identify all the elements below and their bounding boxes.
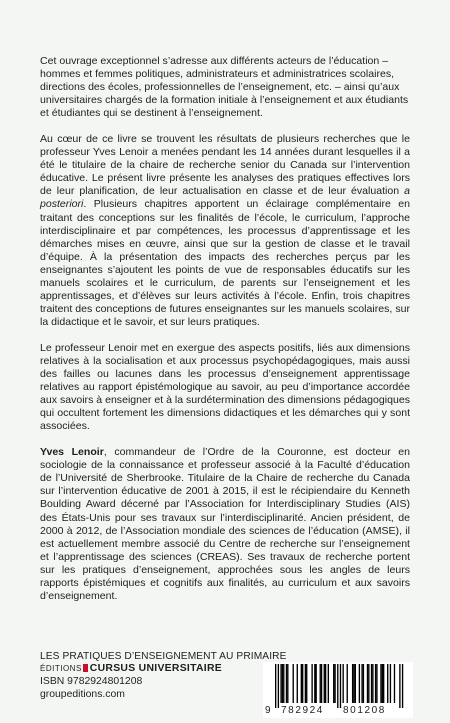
publisher-website: groupeditions.com	[40, 689, 125, 700]
barcode-group-1: 782924	[281, 705, 324, 716]
barcode-bar	[383, 664, 384, 703]
barcode-bar	[311, 664, 312, 703]
barcode-bar	[306, 664, 307, 703]
barcode-bar	[275, 664, 276, 708]
barcode-bar	[352, 664, 353, 703]
barcode-bar	[301, 664, 302, 703]
barcode-bar	[387, 664, 388, 703]
barcode-bar	[375, 664, 376, 703]
barcode-bar	[371, 664, 372, 703]
barcode-bar	[382, 664, 383, 703]
barcode-bar	[402, 664, 403, 708]
barcode-bar	[302, 664, 303, 703]
barcode-bar	[286, 664, 287, 703]
barcode-bar	[324, 664, 325, 703]
research-text-b: . Plusieurs chapitres apportent un éclairage complémentaire en traitant des conceptions sur les finalités de l’école, le curriculum, l’approche interdisciplinaire et par compétences, les processus d’apprentissage et les démarches mises en œuvre, ainsi que sur la gestion de classe et le travail d’équipe. À la présentation des impacts des recherches perçus par les enseignantes s’ajoutent les points de vue de responsables éducatifs sur les manuels scolaires et le curriculum, de parents sur l’enseignement et les apprentissages, et d’élèves sur leurs activités à l’école. Enfin, trois chapitres traitent des conceptions de futures enseignantes sur les manuels scolaires, sur la didactique et le savoir, et sur leurs pratiques.	[40, 198, 410, 328]
analysis-paragraph: Le professeur Lenoir met en exergue des aspects positifs, liés aux dimensions relatives à la socialisation et aux processus psychopédagogiques, mais aussi des failles ou lacunes dans les processus d’enseignement apprentissage relatives au rapport épistémologique au savoir, au peu d’importance accordée aux savoirs à enseigner et à la surdétermination des dimensions pédagogiques qui occultent fortement les dimensions didactiques et les démarches qui y sont associées.	[40, 341, 410, 433]
barcode-bar	[372, 664, 373, 703]
series-title: LES PRATIQUES D’ENSEIGNEMENT AU PRIMAIRE	[40, 651, 287, 662]
barcode-bar	[367, 664, 368, 703]
barcode-bar	[314, 664, 315, 703]
barcode-bar	[297, 664, 298, 703]
publisher-editions: ÉDITIONS	[40, 664, 82, 673]
barcode-bar	[380, 664, 381, 703]
barcode-bars-icon	[269, 664, 409, 708]
barcode-bar	[280, 664, 281, 703]
isbn-text: ISBN 9782924801208	[40, 676, 143, 687]
barcode-bar	[353, 664, 354, 703]
author-bio-paragraph	[40, 446, 410, 603]
barcode-bar	[355, 664, 356, 703]
barcode	[263, 662, 413, 718]
barcode-bar	[334, 664, 335, 703]
barcode-first-digit: 9	[265, 705, 273, 716]
barcode-bar	[399, 664, 400, 708]
barcode-bar	[325, 664, 326, 703]
barcode-bar	[282, 664, 283, 703]
barcode-bar	[343, 664, 344, 703]
barcode-bar	[293, 664, 294, 703]
publisher-square-icon	[83, 664, 88, 672]
intro-paragraph: Cet ouvrage exceptionnel s’adresse aux différents acteurs de l’éducation – hommes et femmes politiques, administrateurs et administratrices scolaires, directions des écoles, professionnelles de l’enseignement, etc. – ainsi qu’aux universitaires chargés de la formation initiale à l’enseignement et aux étudiants et étudiantes qui se destinent à l’enseignement.	[40, 55, 409, 120]
author-name: Yves Lenoir	[40, 446, 104, 459]
barcode-bar	[328, 664, 329, 703]
barcode-bar	[320, 664, 321, 703]
author-bio-text: , commandeur de l’Ordre de la Couronne, est docteur en sociologie de la connaissance et professeur associé à la Faculté d’éducation de l’Université de Sherbrooke. Titulaire de la Chaire de recherche du Canada sur l’intervention éducative de 2001 à 2015, il est le récipiendaire du Kenneth Boulding Award décerné par l’Association for Interdisciplinary Studies (AIS) des États-Unis pour ses travaux sur l’interdisciplinarité. Ancien président, de 2000 à 2012, de l’Association mondiale des sciences de l’éducation (AMSE), il est actuellement membre associé du Centre de recherche sur l’enseignement et l’apprentissage des sciences (CREAS). Ses travaux de recherche portent sur les pratiques d’enseignement, approchées sous les angles de leurs rapports épistémiques et cognitifs aux finalités, au curriculum et aux savoirs d’enseignement.	[40, 446, 411, 602]
barcode-bar	[394, 664, 395, 703]
research-text-emphasis: a posteriori	[40, 185, 410, 211]
barcode-bar	[363, 664, 364, 703]
barcode-bar	[305, 664, 306, 703]
barcode-bar	[359, 664, 360, 703]
barcode-bar	[283, 664, 284, 703]
barcode-bar	[316, 664, 317, 703]
research-text-a: Au cœur de ce livre se trouvent les résultats de plusieurs recherches que le professeur Yves Lenoir a menées pendant les 14 années durant lesquelles il a été le titulaire de la chaire de recherche senior du Canada sur l’intervention éducative. Le présent livre présente les analyses des pratiques effectives lors de leur planification, de leur actualisation en classe et de leur évaluation	[40, 133, 410, 198]
barcode-bar	[333, 664, 334, 703]
barcode-bar	[376, 664, 377, 703]
barcode-bar	[278, 664, 279, 708]
barcode-bar	[368, 664, 369, 703]
research-paragraph	[40, 133, 410, 329]
barcode-bar	[321, 664, 322, 703]
barcode-bar	[337, 664, 338, 708]
barcode-group-2: 801208	[343, 705, 386, 716]
barcode-bar	[287, 664, 288, 703]
barcode-bar	[361, 664, 362, 703]
barcode-bar	[347, 664, 348, 703]
publisher-name: CURSUS UNIVERSITAIRE	[89, 663, 223, 674]
barcode-bar	[340, 664, 341, 708]
barcode-bar	[390, 664, 391, 703]
